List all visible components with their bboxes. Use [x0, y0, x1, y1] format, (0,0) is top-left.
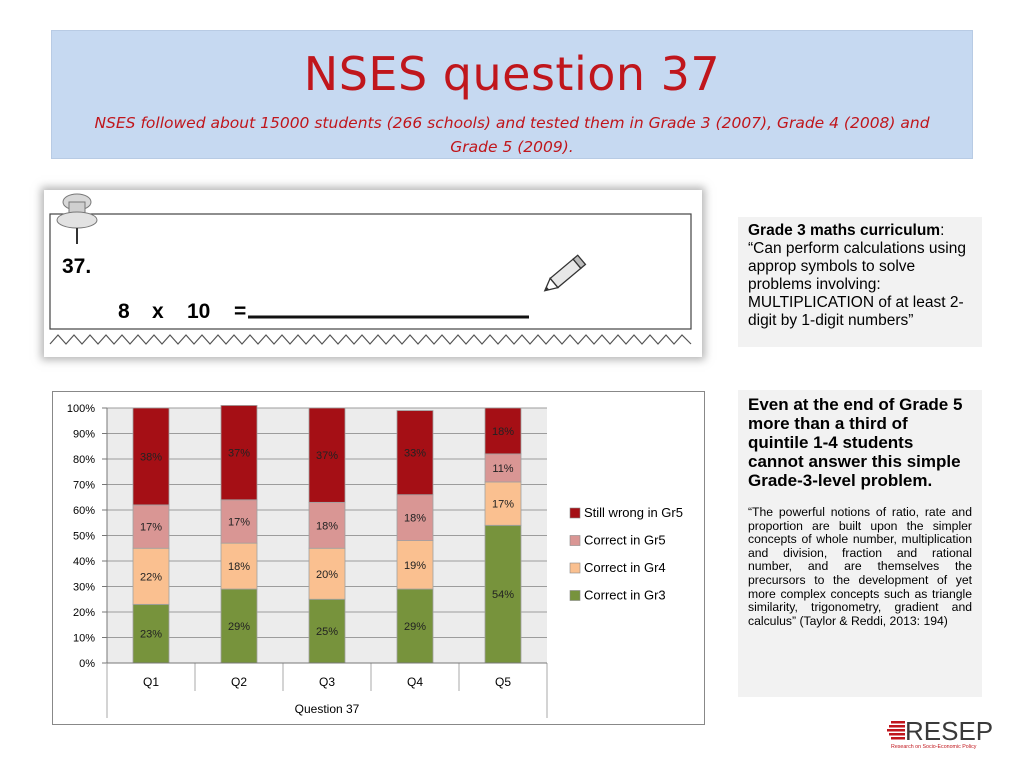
- x-tick-label: Q2: [230, 675, 248, 689]
- data-label: 17%: [227, 516, 251, 529]
- y-tick-label: 70%: [72, 479, 95, 492]
- question-figure: [44, 190, 702, 357]
- curriculum-box: [738, 217, 982, 347]
- data-label: 22%: [139, 571, 163, 584]
- data-label: 18%: [227, 561, 251, 574]
- x-tick-label: Q4: [406, 675, 424, 689]
- page-subtitle: NSES followed about 15000 students (266 schools) and tested them in Grade 3 (2007), Grade 4 (2008) and Grade 5 (2009).: [94, 114, 930, 156]
- y-tick-label: 20%: [72, 607, 95, 619]
- header-banner: [51, 30, 973, 159]
- legend-label: Correct in Gr5: [584, 532, 666, 548]
- legend-label: Still wrong in Gr5: [584, 505, 683, 520]
- data-label: 38%: [139, 451, 163, 464]
- x-tick-label: Q1: [142, 675, 160, 689]
- stacked-bar-chart: [53, 392, 706, 726]
- data-label: 25%: [315, 626, 339, 639]
- y-tick-label: 40%: [72, 556, 95, 568]
- data-label: 18%: [491, 425, 515, 438]
- data-label: 18%: [403, 512, 427, 525]
- torn-edge: [50, 335, 691, 344]
- data-label: 11%: [492, 462, 514, 475]
- data-label: 54%: [491, 589, 515, 602]
- curriculum-heading: Grade 3 maths curriculum: [748, 222, 941, 239]
- operand-a: 8: [118, 300, 130, 323]
- y-tick-label: 100%: [66, 403, 95, 415]
- data-label: 20%: [315, 568, 339, 581]
- y-tick-label: 60%: [72, 505, 95, 517]
- x-tick-label: Q5: [494, 675, 512, 689]
- legend-swatch: [570, 563, 580, 573]
- page-title: NSES question 37: [303, 47, 721, 101]
- data-label: 29%: [227, 621, 251, 634]
- data-label: 17%: [139, 521, 163, 534]
- legend-swatch: [570, 536, 580, 546]
- data-label: 19%: [403, 559, 427, 572]
- logo-tagline: Research on Socio-Economic Policy: [891, 744, 977, 750]
- resep-logo: [887, 712, 1007, 752]
- data-label: 33%: [403, 447, 427, 460]
- x-tick-label: Q3: [318, 675, 336, 689]
- question-image: [44, 190, 702, 357]
- y-tick-label: 90%: [72, 428, 95, 441]
- finding-headline: Even at the end of Grade 5 more than a third of quintile 1-4 students cannot answer this simple Grade-3-level problem.: [748, 395, 963, 490]
- legend-label: Correct in Gr3: [584, 587, 666, 603]
- times-sign: x: [152, 300, 164, 323]
- question-frame: [50, 214, 691, 329]
- y-tick-label: 10%: [72, 632, 95, 645]
- data-label: 18%: [315, 520, 339, 533]
- finding-quote: “The powerful notions of ratio, rate and proportion are built upon the simpler concepts of whole number, multiplication and division, fraction and rational number, and are themselves the precursors to the development of yet more complex concepts such as triangle similarity, trigonometry, gradient and calculus” (Taylor & Reddi, 2013: 194): [748, 505, 972, 628]
- data-label: 37%: [227, 447, 251, 460]
- finding-panel: [738, 390, 982, 697]
- question-number: 37.: [62, 255, 92, 278]
- data-label: 17%: [491, 498, 515, 511]
- curriculum-text: “Can perform calculations using approp symbols to solve problems involving: MULTIPLICATION of at least 2-digit by 1-digit numbers”: [748, 240, 966, 329]
- data-label: 37%: [315, 450, 339, 463]
- x-axis-title: Question 37: [294, 702, 360, 716]
- y-tick-label: 0%: [79, 658, 95, 670]
- y-tick-label: 50%: [72, 530, 95, 543]
- legend-swatch: [570, 591, 580, 601]
- legend-label: Correct in Gr4: [584, 560, 666, 575]
- y-tick-label: 80%: [72, 454, 95, 466]
- data-label: 29%: [403, 621, 427, 634]
- operand-b: 10: [187, 300, 211, 323]
- curriculum-colon: :: [940, 222, 945, 239]
- y-tick-label: 30%: [72, 581, 95, 594]
- data-label: 23%: [139, 628, 163, 641]
- chart-container: [52, 391, 705, 725]
- equals-sign: =: [234, 300, 247, 323]
- legend-swatch: [570, 508, 580, 518]
- logo-wordmark: RESEP: [905, 716, 994, 746]
- resep-logo-mark: [887, 712, 1007, 752]
